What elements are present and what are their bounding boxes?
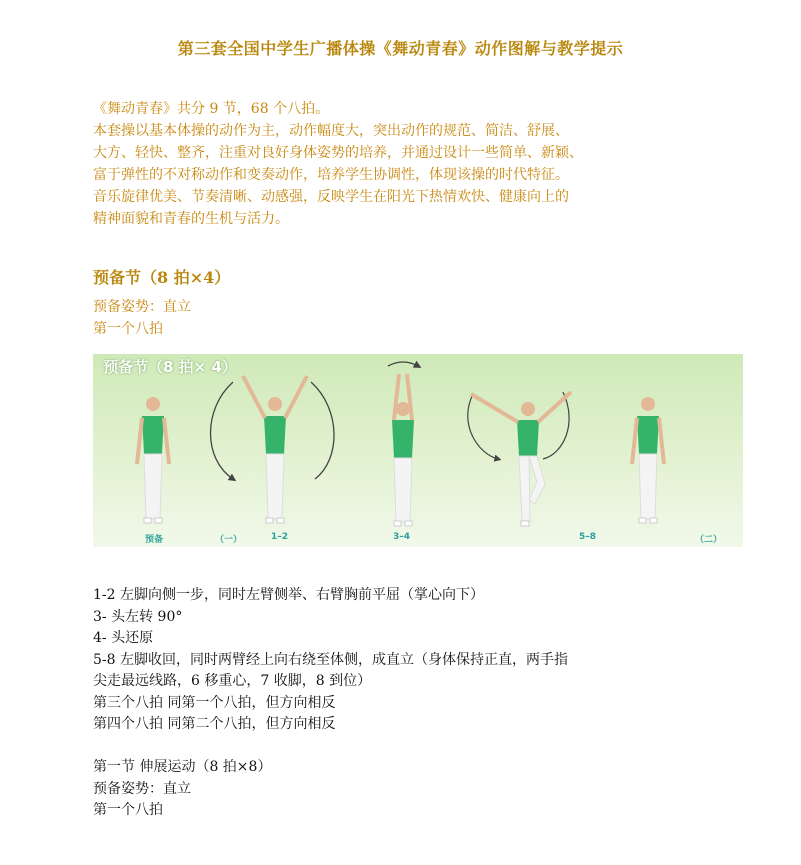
- motion-arc-right: [311, 382, 334, 479]
- intro-line: 音乐旋律优美、节奏清晰、动感强，反映学生在阳光下热情欢快、健康向上的: [93, 189, 569, 205]
- step-line: 4- 头还原: [93, 630, 154, 646]
- intro-line: 富于弹性的不对称动作和变奏动作，培养学生协调性，体现该操的时代特征。: [93, 167, 569, 183]
- figure-caption: （二）: [695, 535, 723, 545]
- intro-line: 本套操以基本体操的动作为主，动作幅度大，突出动作的规范、简洁、舒展、: [93, 123, 569, 139]
- figure-arms-up: [243, 376, 307, 523]
- step-line: 尖走最远线路，6 移重心，7 收脚，8 到位）: [93, 673, 372, 689]
- figure-caption: 1–2: [271, 532, 289, 542]
- next-prep-posture: 预备姿势：直立: [93, 780, 191, 797]
- motion-arc-left: [211, 382, 234, 479]
- next-section-heading: 第一节 伸展运动（8 拍×8）: [93, 759, 272, 775]
- exercise-figures: [93, 354, 743, 547]
- document-title: 第三套全国中学生广播体操《舞动青春》动作图解与教学提示: [177, 39, 624, 58]
- step-line: 1-2 左脚向侧一步，同时左臂侧举、右臂胸前平屈（掌心向下）: [93, 587, 484, 603]
- figure-title: 预备节（8 拍× 4）: [103, 358, 237, 376]
- instruction-text: [93, 585, 713, 822]
- figure-standing-1: [137, 397, 169, 523]
- intro-line: 《舞动青春》共分 9 节，68 个八拍。: [93, 101, 330, 117]
- figure-caption: （一）: [215, 535, 243, 545]
- exercise-illustration: [93, 354, 743, 547]
- prep-info: [93, 296, 191, 340]
- figure-standing-2: [632, 397, 664, 523]
- prep-posture: 预备姿势：直立: [93, 299, 191, 315]
- step-line: 3- 头左转 90°: [93, 608, 183, 625]
- intro-line: 精神面貌和青春的生机与活力。: [93, 211, 289, 227]
- intro-paragraph: [93, 98, 693, 230]
- figure-arms-wide-leg-raised: [471, 392, 571, 526]
- intro-line: 大方、轻快、整齐，注重对良好身体姿势的培养，并通过设计一些简单、新颖、: [93, 145, 583, 161]
- step-line: 第三个八拍 同第一个八拍，但方向相反: [93, 694, 336, 711]
- next-first-eight: 第一个八拍: [93, 802, 163, 818]
- figure-caption: 5–8: [579, 532, 597, 542]
- spacer: [93, 736, 713, 758]
- step-line: 第四个八拍 同第二个八拍，但方向相反: [93, 716, 336, 732]
- motion-arc-wide: [468, 394, 498, 459]
- step-line: 5-8 左脚收回，同时两臂经上向右绕至体侧，成直立（身体保持正直，两手指: [93, 651, 568, 668]
- figure-caption: 预备: [145, 535, 164, 545]
- first-eight-label: 第一个八拍: [93, 321, 163, 337]
- figure-arms-overhead: [392, 374, 414, 526]
- figure-caption: 3–4: [393, 532, 411, 542]
- motion-arc-top: [388, 362, 418, 366]
- section-heading-prep: 预备节（8 拍×4）: [93, 268, 231, 287]
- motion-arc-wide-right: [543, 392, 569, 459]
